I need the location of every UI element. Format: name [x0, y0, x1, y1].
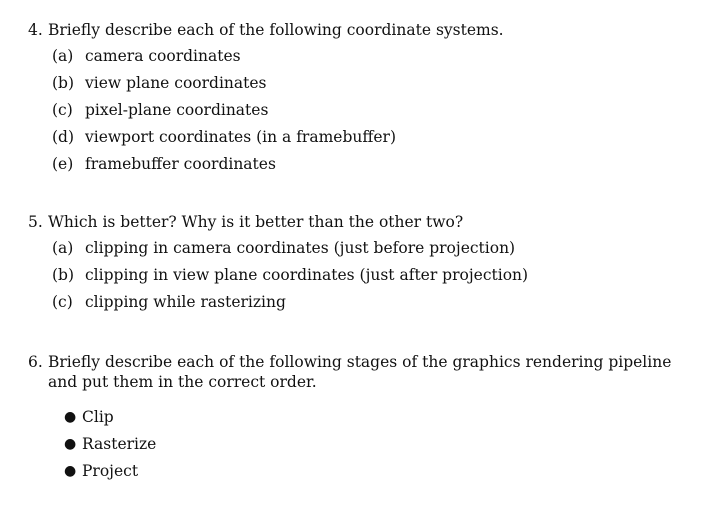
item-text: Clip [82, 408, 114, 426]
question-6 [28, 352, 688, 485]
list-item [28, 43, 688, 70]
question-number: 6. [28, 353, 43, 371]
sub-item-list [28, 235, 688, 316]
list-item [28, 289, 688, 316]
question-text: Which is better? Why is it better than the other two? [48, 213, 464, 231]
list-item [28, 431, 688, 458]
sub-item-list [28, 43, 688, 178]
question-number: 5. [28, 213, 43, 231]
item-text: view plane coordinates [85, 74, 267, 92]
item-text: pixel-plane coordinates [85, 101, 269, 119]
question-4 [28, 20, 688, 178]
list-item [28, 124, 688, 151]
list-item [28, 404, 688, 431]
question-number: 4. [28, 21, 43, 39]
list-item [28, 235, 688, 262]
item-text: camera coordinates [85, 47, 241, 65]
list-item [28, 151, 688, 178]
list-item [28, 70, 688, 97]
bullet-icon: ● [64, 409, 77, 425]
item-label: (c) [52, 101, 73, 119]
question-5 [28, 212, 688, 316]
bullet-icon: ● [64, 436, 77, 452]
item-text: viewport coordinates (in a framebuffer) [85, 128, 396, 146]
item-label: (b) [52, 266, 75, 284]
item-label: (a) [52, 239, 74, 257]
item-text: clipping in camera coordinates (just before projection) [85, 239, 516, 257]
item-label: (e) [52, 155, 74, 173]
question-text: Briefly describe each of the following stages of the graphics rendering pipeline and put them in the correct order. [48, 353, 672, 391]
list-item [28, 262, 688, 289]
item-label: (c) [52, 293, 73, 311]
item-text: Rasterize [82, 435, 157, 453]
bullet-icon: ● [64, 463, 77, 479]
item-text: clipping in view plane coordinates (just after projection) [85, 266, 529, 284]
list-item [28, 97, 688, 124]
item-label: (b) [52, 74, 75, 92]
item-text: Project [82, 462, 139, 480]
bullet-list [28, 404, 688, 485]
item-text: framebuffer coordinates [85, 155, 276, 173]
item-text: clipping while rasterizing [85, 293, 286, 311]
question-text: Briefly describe each of the following coordinate systems. [48, 21, 504, 39]
item-label: (a) [52, 47, 74, 65]
list-item [28, 458, 688, 485]
item-label: (d) [52, 128, 75, 146]
